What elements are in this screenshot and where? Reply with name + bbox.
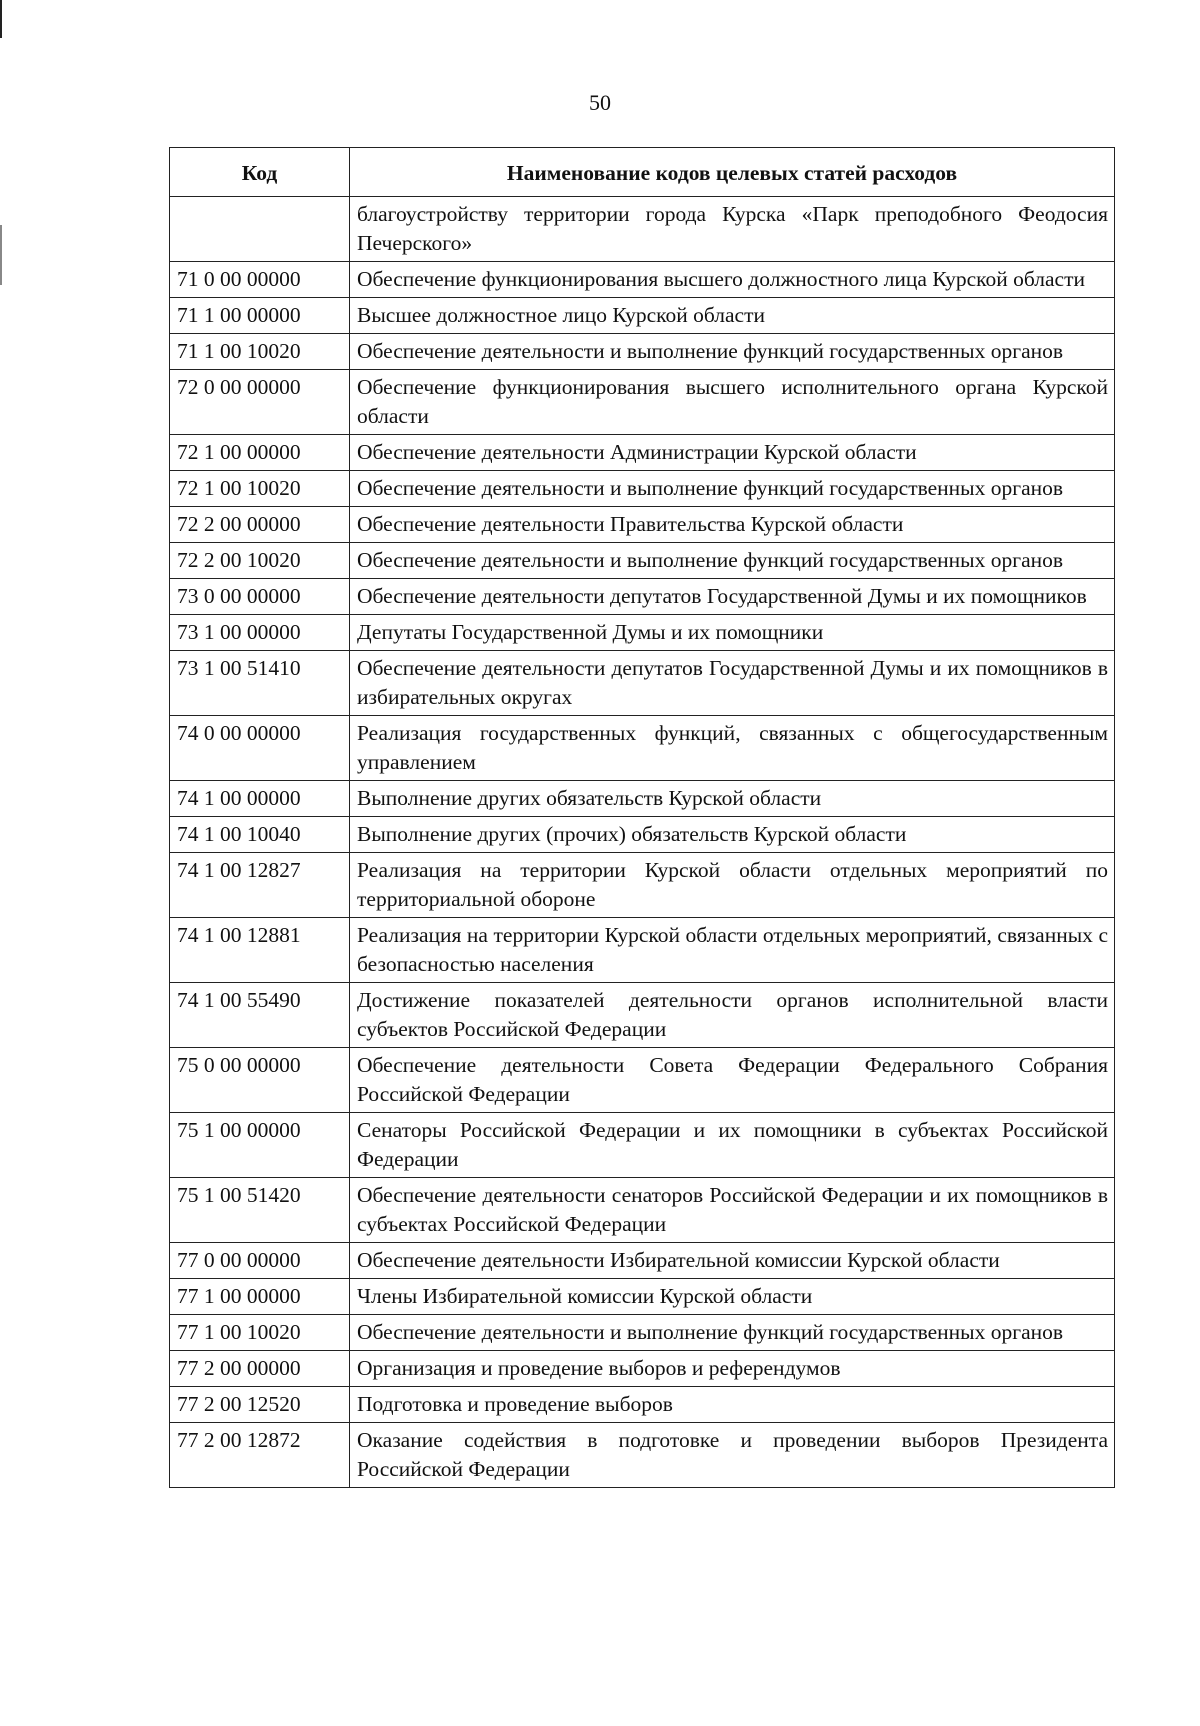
row-code: 77 1 00 00000 [170, 1279, 350, 1315]
row-name: Обеспечение функционирования высшего исполнительного органа Курской области [350, 370, 1115, 435]
table-row [170, 507, 1115, 543]
row-name: Депутаты Государственной Думы и их помощники [350, 615, 1115, 651]
table-row [170, 262, 1115, 298]
row-code: 72 0 00 00000 [170, 370, 350, 435]
row-code: 72 2 00 00000 [170, 507, 350, 543]
table-row [170, 471, 1115, 507]
row-code: 74 1 00 00000 [170, 781, 350, 817]
row-name: Выполнение других обязательств Курской области [350, 781, 1115, 817]
table-row [170, 1243, 1115, 1279]
table-row [170, 197, 1115, 262]
row-code: 72 2 00 10020 [170, 543, 350, 579]
table-row [170, 543, 1115, 579]
row-name: Обеспечение деятельности и выполнение функций государственных органов [350, 1315, 1115, 1351]
row-code: 75 0 00 00000 [170, 1048, 350, 1113]
row-name: Обеспечение деятельности Совета Федерации Федерального Собрания Российской Федерации [350, 1048, 1115, 1113]
row-name: Обеспечение деятельности и выполнение функций государственных органов [350, 543, 1115, 579]
row-name: Обеспечение деятельности депутатов Государственной Думы и их помощников [350, 579, 1115, 615]
row-code: 71 1 00 00000 [170, 298, 350, 334]
row-name: Подготовка и проведение выборов [350, 1387, 1115, 1423]
row-code: 72 1 00 00000 [170, 435, 350, 471]
table-row [170, 579, 1115, 615]
row-name: Организация и проведение выборов и референдумов [350, 1351, 1115, 1387]
row-name: Обеспечение функционирования высшего должностного лица Курской области [350, 262, 1115, 298]
row-code: 73 0 00 00000 [170, 579, 350, 615]
row-name: Сенаторы Российской Федерации и их помощники в субъектах Российской Федерации [350, 1113, 1115, 1178]
row-code: 74 0 00 00000 [170, 716, 350, 781]
table-row [170, 1315, 1115, 1351]
row-name: Обеспечение деятельности и выполнение функций государственных органов [350, 334, 1115, 370]
row-code: 74 1 00 10040 [170, 817, 350, 853]
row-code: 73 1 00 51410 [170, 651, 350, 716]
row-code: 71 1 00 10020 [170, 334, 350, 370]
row-name: Достижение показателей деятельности органов исполнительной власти субъектов Российской Федерации [350, 983, 1115, 1048]
table-row [170, 1048, 1115, 1113]
table-body [170, 197, 1115, 1488]
table-header-row [170, 148, 1115, 197]
table-row [170, 716, 1115, 781]
row-name: Высшее должностное лицо Курской области [350, 298, 1115, 334]
target-codes-table [169, 147, 1115, 1488]
row-name: Члены Избирательной комиссии Курской области [350, 1279, 1115, 1315]
row-code: 74 1 00 12881 [170, 918, 350, 983]
header-code: Код [170, 148, 350, 197]
table-row [170, 1387, 1115, 1423]
table-row [170, 651, 1115, 716]
row-code: 74 1 00 55490 [170, 983, 350, 1048]
row-name: благоустройству территории города Курска «Парк преподобного Феодосия Печерского» [350, 197, 1115, 262]
table-row [170, 298, 1115, 334]
row-code: 74 1 00 12827 [170, 853, 350, 918]
row-name: Обеспечение деятельности Администрации Курской области [350, 435, 1115, 471]
row-code: 75 1 00 00000 [170, 1113, 350, 1178]
table-row [170, 1351, 1115, 1387]
scan-edge-dots [0, 225, 2, 285]
row-name: Обеспечение деятельности депутатов Государственной Думы и их помощников в избирательных округах [350, 651, 1115, 716]
table-row [170, 853, 1115, 918]
table-row [170, 918, 1115, 983]
row-code: 75 1 00 51420 [170, 1178, 350, 1243]
row-name: Обеспечение деятельности Правительства Курской области [350, 507, 1115, 543]
row-code: 71 0 00 00000 [170, 262, 350, 298]
row-name: Обеспечение деятельности сенаторов Российской Федерации и их помощников в субъектах Российской Федерации [350, 1178, 1115, 1243]
table-row [170, 1113, 1115, 1178]
row-code: 77 1 00 10020 [170, 1315, 350, 1351]
row-name: Выполнение других (прочих) обязательств Курской области [350, 817, 1115, 853]
table-row [170, 334, 1115, 370]
row-code: 73 1 00 00000 [170, 615, 350, 651]
table-row [170, 1423, 1115, 1488]
table-row [170, 983, 1115, 1048]
page-number: 50 [589, 90, 611, 115]
row-name: Обеспечение деятельности и выполнение функций государственных органов [350, 471, 1115, 507]
table-row [170, 435, 1115, 471]
header-name: Наименование кодов целевых статей расходов [350, 148, 1115, 197]
row-code: 77 2 00 00000 [170, 1351, 350, 1387]
row-code: 77 0 00 00000 [170, 1243, 350, 1279]
row-code: 72 1 00 10020 [170, 471, 350, 507]
table-row [170, 615, 1115, 651]
row-name: Реализация на территории Курской области отдельных мероприятий, связанных с безопасностью населения [350, 918, 1115, 983]
table-row [170, 817, 1115, 853]
row-code [170, 197, 350, 262]
table-row [170, 1178, 1115, 1243]
row-code: 77 2 00 12872 [170, 1423, 350, 1488]
row-name: Оказание содействия в подготовке и проведении выборов Президента Российской Федерации [350, 1423, 1115, 1488]
table-row [170, 781, 1115, 817]
table-row [170, 370, 1115, 435]
row-code: 77 2 00 12520 [170, 1387, 350, 1423]
scan-edge-mark [0, 0, 2, 38]
row-name: Обеспечение деятельности Избирательной комиссии Курской области [350, 1243, 1115, 1279]
row-name: Реализация на территории Курской области отдельных мероприятий по территориальной обороне [350, 853, 1115, 918]
table-row [170, 1279, 1115, 1315]
row-name: Реализация государственных функций, связанных с общегосударственным управлением [350, 716, 1115, 781]
